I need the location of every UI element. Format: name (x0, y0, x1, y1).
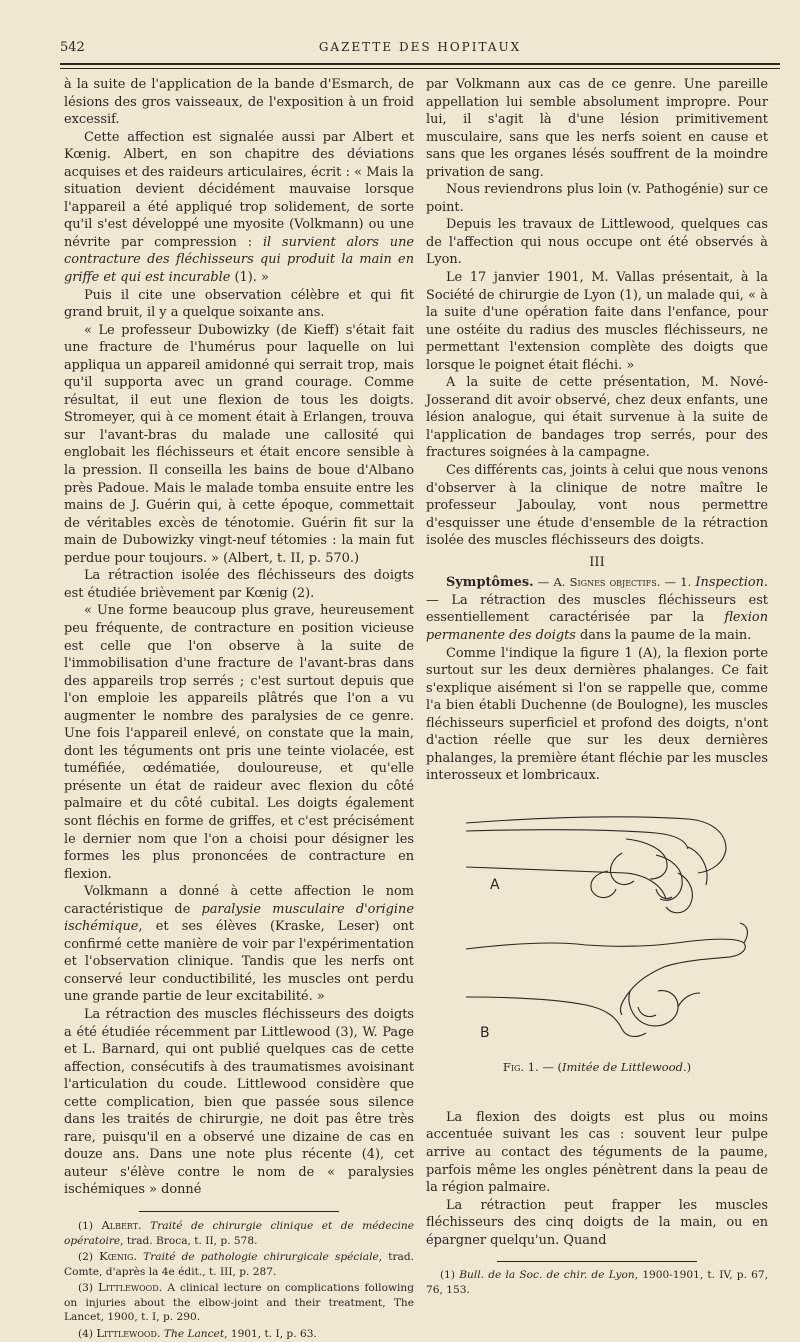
footnote-rule (139, 1211, 339, 1212)
journal-title: GAZETTE DES HOPITAUX (318, 40, 522, 54)
paragraph: La rétraction des muscles fléchisseurs des doigts a été étudiée récemment par Littlewood (3), W. Page et L. Barnard, qui ont publié quelques cas de cette affection, consécutifs à des traumatismes avoisinant l'articulation du coude. Littlewood considère que cette complication, bien que passée sous silence dans les traités de chirurgie, ne doit pas être très rare, puisqu'il en a observé une dizaine de cas en douze ans. Dans une note plus récente (4), cet auteur s'élève contre le nom de « paralysies ischémiques » donné (64, 1006, 414, 1198)
footnote: (4) Littlewood. The Lancet, 1901, t. I, p. 63. (78, 1325, 317, 1340)
footnote: (1) Bull. de la Soc. de chir. de Lyon, 1900-1901, t. IV, p. 67, 76, 153. (426, 1269, 769, 1296)
footnote: (2) Kœnig. Traité de pathologie chirurgicale spéciale, trad. Comte, d'après la 4e édit., t. III, p. 287. (64, 1249, 415, 1278)
left-column (64, 76, 414, 1342)
paragraph: « Une forme beaucoup plus grave, heureusement peu fréquente, de contracture en position vicieuse est celle que l'on observe à la suite de l'immobilisation d'une fracture de l'avant-bras dans des appareils trop serrés ; c'est surtout depuis que l'on emploie les appareils plâtrés que l'on a vu augmenter le nombre des paralysies de ce genre. Une fois l'appareil enlevé, on constate que la main, dont les téguments ont pris une teinte violacée, est tuméfiée, œdématiée, douloureuse, et qu'elle présente un état de raideur avec flexion du côté palmaire et du côté cubital. Les doigts également sont fléchis en forme de griffes, et c'est précisément le dernier nom que l'on a choisi pour désigner les formes les plus prononcées de contracture en flexion. (64, 603, 414, 882)
figure-caption: Fig. 1. — (Imitée de Littlewood.) (502, 1059, 692, 1074)
paragraph: La rétraction isolée des fléchisseurs des doigts est étudiée brièvement par Kœnig (2). (64, 568, 414, 601)
figure-label-a: A (490, 876, 500, 893)
paragraph: Symptômes. — A. Signes objectifs. — 1. Inspection. — La rétraction des muscles fléchisseurs est essentiellement caractérisée par la flexion permanente des doigts dans la paume de la main. (426, 575, 768, 643)
page-number: 542 (60, 40, 85, 55)
figure-label-b: B (480, 1024, 490, 1041)
footnote: (1) Albert. Traité de chirurgie clinique et de médecine opératoire, trad. Broca, t. II, p. 578. (64, 1218, 414, 1247)
figure-hand-drawing (426, 793, 768, 1103)
running-header (60, 40, 780, 58)
paragraph: Puis il cite une observation célèbre et qui fit grand bruit, il y a quelque soixante ans. (64, 287, 414, 321)
paragraph: Depuis les travaux de Littlewood, quelques cas de l'affection qui nous occupe ont été observés à Lyon. (426, 217, 768, 268)
paragraph: Ces différents cas, joints à celui que nous venons d'observer à la clinique de notre maître le professeur Jaboulay, vont nous permettre d'esquisser une étude d'ensemble de la rétraction isolée des muscles fléchisseurs des doigts. (426, 463, 768, 549)
paragraph: à la suite de l'application de la bande d'Esmarch, de lésions des gros vaisseaux, de l'exposition à un froid excessif. (64, 77, 414, 128)
header-rule-thick (60, 63, 780, 65)
footnotes (64, 1218, 414, 1341)
paragraph: La flexion des doigts est plus ou moins accentuée suivant les cas : souvent leur pulpe arrive au contact des téguments de la paume, parfois même les ongles pénètrent dans la peau de la région palmaire. (426, 1109, 768, 1196)
paragraph: « Le professeur Dubowizky (de Kieff) s'était fait une fracture de l'humérus pour laquelle on lui appliqua un appareil amidonné qui serrait trop, mais qu'il supporta avec un grand courage. Comme résultat, il eut une flexion de tous les doigts. Stromeyer, qui à ce moment était à Erlangen, trouva sur l'avant-bras du malade une callosité qui englobait les fléchisseurs et était encore sensible à la pression. Il conseilla les bains de boue d'Albano près Padoue. Mais le malade tomba ensuite entre les mains de J. Guérin qui, à cette époque, commettait de véritables excès de ténotomie. Guérin fit sur la main de Dubowizky vingt-neuf tétomies : la main fut perdue pour toujours. » (Albert, t. II, p. 570.) (64, 322, 414, 566)
footnote: (3) Littlewood. A clinical lecture on complications following on injuries about the elbow-joint and their treatment, The Lancet, 1900, t. I, p. 290. (64, 1280, 415, 1323)
section-number: III (589, 554, 605, 570)
paragraph: A la suite de cette présentation, M. Nové-Josserand dit avoir observé, chez deux enfants, une lésion analogue, qui était survenue à la suite de l'application de bandages trop serrés, pour des fractures soignées à la campagne. (426, 375, 768, 461)
paragraph: par Volkmann aux cas de ce genre. Une pareille appellation lui semble absolument impropre. Pour lui, il s'agit là d'une lésion primitivement musculaire, sans que les nerfs soient en cause et sans que les organes lésés souffrent de la moindre privation de sang. (426, 77, 768, 180)
section-heading: Symptômes. (446, 575, 534, 591)
paragraph: Volkmann a donné à cette affection le nom caractéristique de paralysie musculaire d'origine ischémique, et ses élèves (Kraske, Leser) ont confirmé cette manière de voir par l'expérimentation et l'observation clinique. Tandis que les nerfs ont conservé leur conductibilité, les muscles ont perdu une grande partie de leur excitabilité. » (64, 884, 414, 1005)
right-column (426, 76, 768, 1298)
paragraph: La rétraction peut frapper les muscles fléchisseurs des cinq doigts de la main, ou en épargner quelqu'un. Quand (426, 1197, 768, 1248)
paragraph: Cette affection est signalée aussi par Albert et Kœnig. Albert, en son chapitre des déviations acquises et des raideurs articulaires, écrit : « Mais la situation devient décidément mauvaise lorsque l'appareil a été appliqué trop solidement, de sorte qu'il s'est développé une myosite (Volkmann) ou une névrite par compression : il survient alors une contracture des fléchisseurs qui produit la main en griffe et qui est incurable (1). » (64, 129, 414, 286)
footnotes (426, 1268, 768, 1297)
hand-illustration (426, 793, 768, 1055)
paragraph: Le 17 janvier 1901, M. Vallas présentait, à la Société de chirurgie de Lyon (1), un malade qui, « à la suite d'une opération faite dans l'enfance, pour une ostéite du radius des muscles fléchisseurs, ne permettant l'extension complète des doigts que lorsque le poignet était fléchi. » (426, 270, 768, 373)
paragraph: Nous reviendrons plus loin (v. Pathogénie) sur ce point. (426, 182, 768, 215)
footnote-rule (497, 1261, 697, 1262)
paragraph: Comme l'indique la figure 1 (A), la flexion porte surtout sur les deux dernières phalanges. Ce fait s'explique aisément si l'on se rappelle que, comme l'a bien établi Duchenne (de Boulogne), les muscles fléchisseurs superficiel et profond des doigts, n'ont d'action réelle que sur les deux dernières phalanges, la première étant fléchie par les muscles interosseux et lombricaux. (426, 645, 768, 784)
header-rule-thin (60, 68, 780, 69)
